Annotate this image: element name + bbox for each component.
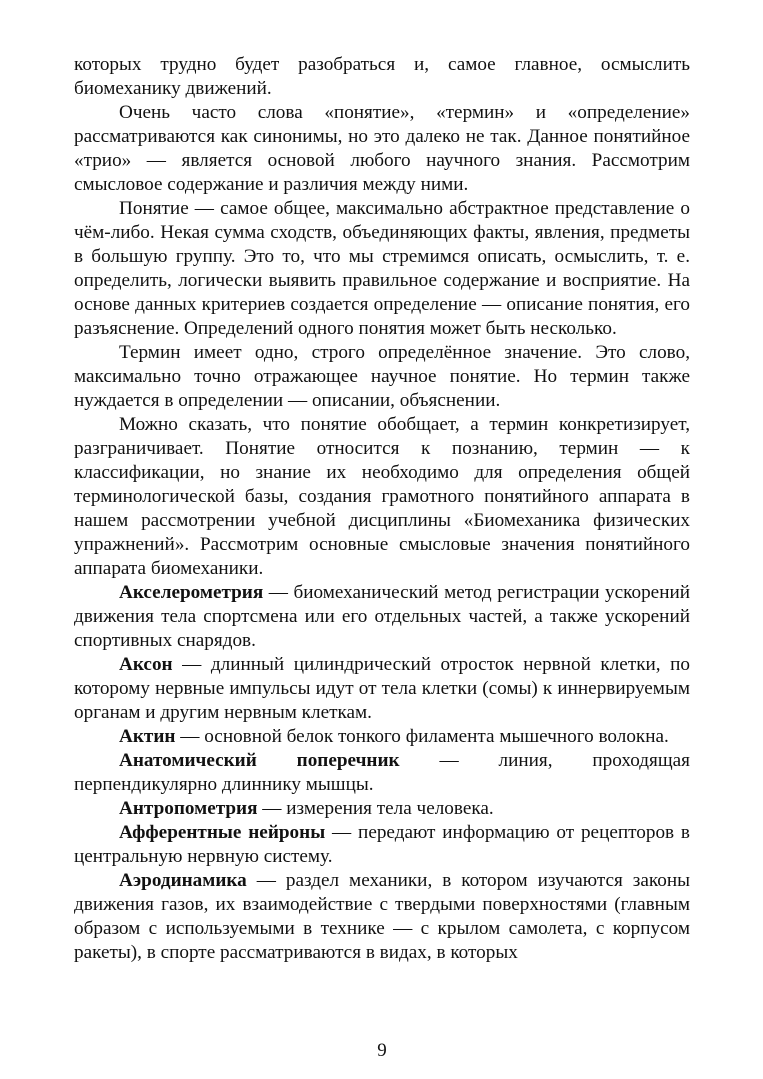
body-text (74, 53, 690, 965)
paragraph-concepts-intro (74, 101, 690, 197)
glossary-definition: — длинный цилиндрический отросток нервной клетки, по которому нервные импульсы идут от тела клетки (сомы) к иннервируемым органам и другим нервным клеткам. (74, 654, 690, 723)
paragraph-term-definition (74, 341, 690, 413)
document-page (74, 0, 690, 1079)
paragraph-concept-definition (74, 197, 690, 341)
glossary-definition: — основной белок тонкого филамента мышечного волокна. (175, 726, 669, 747)
paragraph-text: Понятие — самое общее, максимально абстрактное представление о чём-либо. Некая сумма сходств, объединяющих факты, явления, предметы в большую группу. Это то, что мы стремимся описать, осмыслить, т. е. определить, логически выявить правильное содержание и восприятие. На основе данных критериев создается определение — описание понятия, его разъяснение. Определений одного понятия может быть несколько. (74, 198, 690, 339)
glossary-definition: — раздел механики, в котором изучаются законы движения газов, их взаимодействие с твердыми поверхностями (главным образом с используемыми в технике — с крылом самолета, с корпусом ракеты), в спорте рассматриваются в видах, в которых (74, 870, 690, 963)
glossary-entry (74, 869, 690, 965)
glossary-term: Анатомический поперечник (119, 750, 400, 771)
glossary-term: Актин (119, 726, 176, 747)
glossary-term: Аксон (119, 654, 173, 675)
glossary-entry (74, 749, 690, 797)
paragraph-summary (74, 413, 690, 581)
glossary-entry (74, 581, 690, 653)
glossary-definition: — передают информацию от рецепторов в центральную нервную систему. (74, 822, 690, 867)
paragraph-text: Термин имеет одно, строго определённое значение. Это слово, максимально точно отражающее научное понятие. Но термин также нуждается в определении — описании, объяснении. (74, 342, 690, 411)
glossary-definition: — линия, проходящая перпендикулярно длиннику мышцы. (74, 750, 690, 795)
glossary-term: Антропометрия (119, 798, 258, 819)
glossary-definition: — биомеханический метод регистрации ускорений движения тела спортсмена или его отдельных частей, а также ускорений спортивных снарядов. (74, 582, 690, 651)
page-number: 9 (377, 1040, 387, 1061)
glossary-term: Аэродинамика (119, 870, 247, 891)
glossary-entry (74, 725, 690, 749)
glossary-entry (74, 821, 690, 869)
glossary-definition: — измерения тела человека. (257, 798, 494, 819)
paragraph-text: Можно сказать, что понятие обобщает, а термин конкретизирует, разграничивает. Понятие относится к познанию, термин — к классификации, но знание их необходимо для определения общей терминологической базы, создания грамотного понятийного аппарата в нашем рассмотрении учебной дисциплины «Биомеханика физических упражнений». Рассмотрим основные смысловые значения понятийного аппарата биомеханики. (74, 414, 690, 579)
glossary-entry (74, 653, 690, 725)
paragraph-text: которых трудно будет разобраться и, самое главное, осмыслить биомеханику движений. (74, 54, 690, 99)
glossary-entry (74, 797, 690, 821)
paragraph-continuation (74, 53, 690, 101)
paragraph-text: Очень часто слова «понятие», «термин» и «определение» рассматриваются как синонимы, но это далеко не так. Данное понятийное «трио» — является основой любого научного знания. Рассмотрим смысловое содержание и различия между ними. (74, 102, 690, 195)
glossary-term: Акселерометрия (119, 582, 264, 603)
glossary-term: Афферентные нейроны (119, 822, 326, 843)
